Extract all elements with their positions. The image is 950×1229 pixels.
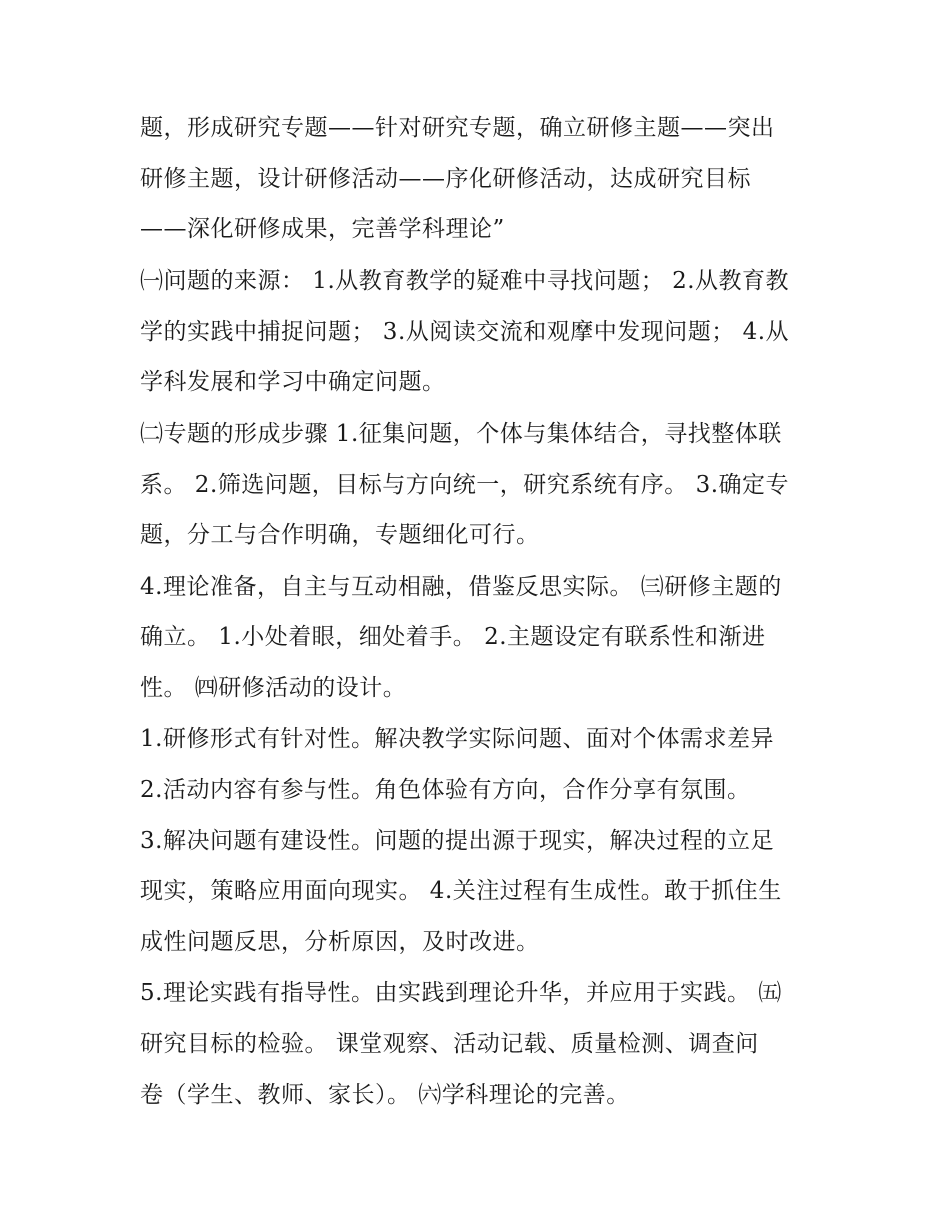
text-line: ㈡专题的形成步骤 1.征集问题，个体与集体结合，寻找整体联 xyxy=(140,421,782,447)
text-line: 题，分工与合作明确，专题细化可行。 xyxy=(140,522,540,548)
text-line: 研修主题，设计研修活动——序化研修活动，达成研究目标 xyxy=(140,166,751,192)
text-line: 学的实践中捕捉问题； 3.从阅读交流和观摩中发现问题； 4.从 xyxy=(140,319,790,345)
text-line: 研究目标的检验。 课堂观察、活动记载、质量检测、调查问 xyxy=(140,1031,759,1057)
text-line: 确立。 1.小处着眼，细处着手。 2.主题设定有联系性和渐进 xyxy=(140,624,766,650)
text-line: 现实，策略应用面向现实。 4.关注过程有生成性。敢于抓住生 xyxy=(140,878,782,904)
text-line: 1.研修形式有针对性。解决教学实际问题、面对个体需求差异 xyxy=(140,726,774,752)
text-line: 2.活动内容有参与性。角色体验有方向，合作分享有氛围。 xyxy=(140,777,751,803)
text-line: ㈠问题的来源： 1.从教育教学的疑难中寻找问题； 2.从教育教 xyxy=(140,268,790,294)
text-line: 5.理论实践有指导性。由实践到理论升华，并应用于实践。 ㈤ xyxy=(140,980,782,1006)
text-line: 题，形成研究专题——针对研究专题，确立研修主题——突出 xyxy=(140,115,775,141)
text-line: ——深化研修成果，完善学科理论” xyxy=(140,216,505,242)
text-line: 4.理论准备，自主与互动相融，借鉴反思实际。 ㈢研修主题的 xyxy=(140,574,782,600)
text-line: 成性问题反思，分析原因，及时改进。 xyxy=(140,929,540,955)
text-line: 系。 2.筛选问题，目标与方向统一，研究系统有序。 3.确定专 xyxy=(140,472,790,498)
text-line: 学科发展和学习中确定问题。 xyxy=(140,369,446,395)
text-line: 性。 ㈣研修活动的设计。 xyxy=(140,675,407,701)
text-line: 卷（学生、教师、家长）。 ㈥学科理论的完善。 xyxy=(140,1082,630,1108)
text-line: 3.解决问题有建设性。问题的提出源于现实，解决过程的立足 xyxy=(140,828,774,854)
